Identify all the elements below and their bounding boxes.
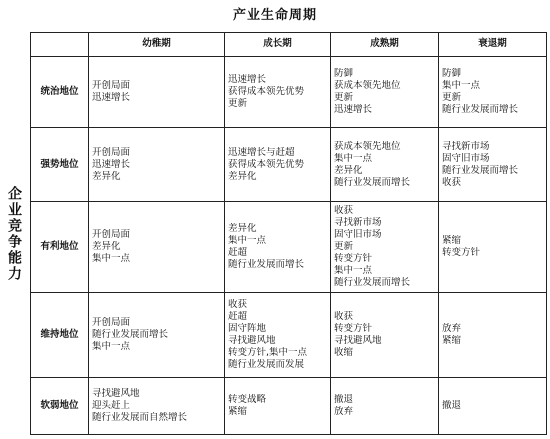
strategy-item: 收获 — [228, 298, 248, 310]
strategy-item: 迅速增长 — [334, 103, 373, 115]
strategy-item: 迅速增长 — [92, 158, 131, 170]
strategy-item: 集中一点 — [334, 152, 373, 164]
strategy-item: 集中一点 — [92, 253, 131, 265]
strategy-item: 撤退 — [334, 393, 354, 405]
strategy-item: 紧缩 — [228, 405, 248, 417]
strategy-item: 迎头赶上 — [92, 399, 131, 411]
strategy-item: 寻找避风地 — [92, 387, 140, 399]
strategy-item: 放弃 — [334, 405, 354, 417]
strategy-item: 随行业发展而增长 — [442, 164, 519, 176]
strategy-item: 随行业发展而自然增长 — [92, 411, 188, 423]
strategy-item: 获成本领先地位 — [334, 140, 401, 152]
strategy-cell — [331, 293, 439, 377]
strategy-item: 随行业发展而增长 — [334, 277, 411, 289]
strategy-item: 获得成本领先优势 — [228, 85, 305, 97]
strategy-item: 差异化 — [228, 223, 257, 235]
row-header: 有利地位 — [31, 202, 89, 293]
column-header: 成长期 — [225, 33, 331, 57]
strategy-item: 差异化 — [92, 170, 121, 182]
table-row — [31, 377, 547, 434]
strategy-cell — [439, 293, 547, 377]
strategy-item: 开创局面 — [92, 79, 131, 91]
strategy-item: 紧缩 — [442, 235, 462, 247]
row-header: 统治地位 — [31, 56, 89, 128]
strategy-item: 固守旧市场 — [334, 229, 382, 241]
strategy-cell — [331, 202, 439, 293]
table-row — [31, 56, 547, 128]
corner-cell — [31, 33, 89, 57]
strategy-cell — [89, 202, 225, 293]
strategy-item: 固守阵地 — [228, 322, 267, 334]
column-header: 幼稚期 — [89, 33, 225, 57]
strategy-cell — [225, 293, 331, 377]
strategy-cell — [225, 56, 331, 128]
strategy-item: 寻找避风地 — [334, 334, 382, 346]
strategy-item: 寻找避风地 — [228, 334, 276, 346]
strategy-item: 寻找新市场 — [442, 140, 490, 152]
strategy-item: 差异化 — [334, 164, 363, 176]
strategy-item: 随行业发展而增长 — [228, 259, 305, 271]
strategy-cell — [439, 202, 547, 293]
strategy-item: 获成本领先地位 — [334, 79, 401, 91]
strategy-item: 收获 — [442, 176, 462, 188]
strategy-item: 集中一点 — [442, 79, 481, 91]
strategy-item: 紧缩 — [442, 334, 462, 346]
strategy-cell — [439, 128, 547, 202]
strategy-cell — [225, 377, 331, 434]
table-row — [31, 293, 547, 377]
strategy-cell — [439, 56, 547, 128]
strategy-item: 开创局面 — [92, 146, 131, 158]
strategy-matrix-table — [30, 32, 547, 435]
row-header: 强势地位 — [31, 128, 89, 202]
strategy-item: 更新 — [442, 91, 462, 103]
strategy-item: 撤退 — [442, 399, 462, 411]
column-header: 衰退期 — [439, 33, 547, 57]
strategy-item: 更新 — [334, 241, 354, 253]
strategy-item: 迅速增长与赶超 — [228, 146, 295, 158]
strategy-item: 固守旧市场 — [442, 152, 490, 164]
strategy-item: 寻找新市场 — [334, 217, 382, 229]
strategy-item: 开创局面 — [92, 316, 131, 328]
strategy-item: 迅速增长 — [92, 91, 131, 103]
strategy-item: 赶超 — [228, 247, 248, 259]
strategy-item: 随行业发展而增长 — [442, 103, 519, 115]
strategy-item: 防御 — [334, 67, 354, 79]
strategy-cell — [331, 128, 439, 202]
strategy-cell — [331, 56, 439, 128]
side-axis-label-text: 企业竞争能力 — [6, 185, 22, 282]
strategy-cell — [439, 377, 547, 434]
strategy-item: 差异化 — [228, 170, 257, 182]
strategy-cell — [331, 377, 439, 434]
strategy-item: 转变战略 — [228, 393, 267, 405]
strategy-item: 更新 — [334, 91, 354, 103]
strategy-item: 收获 — [334, 205, 354, 217]
side-axis-label — [0, 32, 28, 435]
strategy-item: 集中一点 — [334, 265, 373, 277]
page-title: 产业生命周期 — [232, 8, 317, 23]
strategy-item: 更新 — [228, 97, 248, 109]
table-row — [31, 128, 547, 202]
strategy-item: 集中一点 — [92, 340, 131, 352]
strategy-item: 集中一点 — [228, 235, 267, 247]
strategy-item: 随行业发展而发展 — [228, 358, 305, 370]
strategy-item: 随行业发展而增长 — [92, 328, 169, 340]
column-header: 成熟期 — [331, 33, 439, 57]
strategy-item: 转变方针 — [334, 322, 373, 334]
strategy-item: 开创局面 — [92, 229, 131, 241]
strategy-item: 差异化 — [92, 241, 121, 253]
strategy-item: 收缩 — [334, 346, 354, 358]
strategy-item: 收获 — [334, 310, 354, 322]
strategy-cell — [89, 128, 225, 202]
table-row — [31, 202, 547, 293]
strategy-cell — [89, 377, 225, 434]
row-header: 维持地位 — [31, 293, 89, 377]
strategy-item: 转变方针 — [334, 253, 373, 265]
strategy-item: 转变方针 — [442, 247, 481, 259]
strategy-item: 防御 — [442, 67, 462, 79]
strategy-item: 放弃 — [442, 322, 462, 334]
strategy-item: 赶超 — [228, 310, 248, 322]
strategy-cell — [89, 56, 225, 128]
strategy-cell — [225, 128, 331, 202]
row-header: 软弱地位 — [31, 377, 89, 434]
strategy-item: 迅速增长 — [228, 73, 267, 85]
strategy-item: 随行业发展而增长 — [334, 176, 411, 188]
header-row — [31, 33, 547, 57]
strategy-item: 获得成本领先优势 — [228, 158, 305, 170]
strategy-item: 转变方针,集中一点 — [228, 346, 308, 358]
strategy-cell — [225, 202, 331, 293]
strategy-cell — [89, 293, 225, 377]
